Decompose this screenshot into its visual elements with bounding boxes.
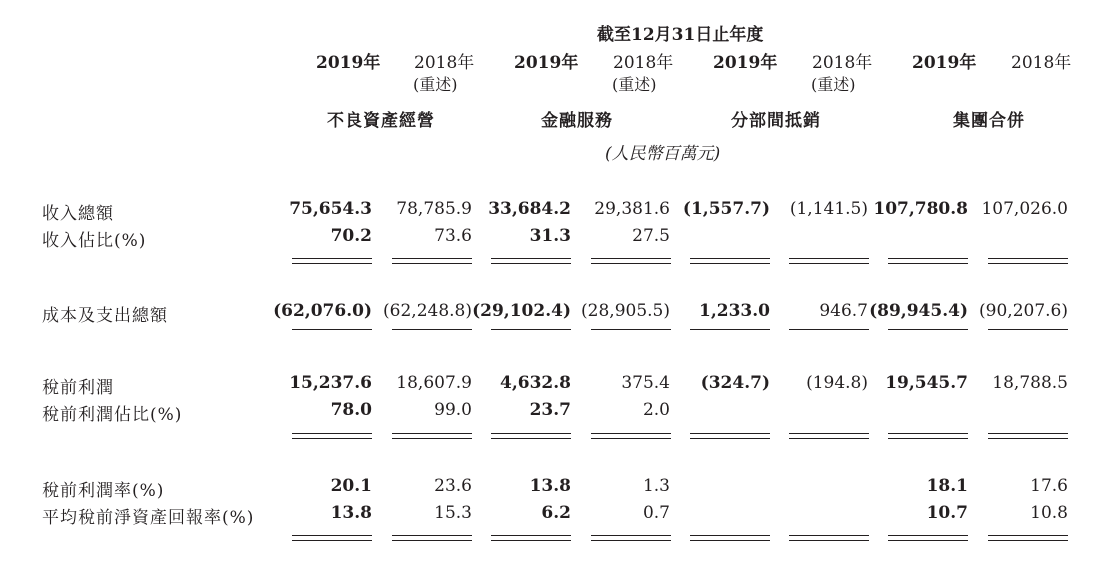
table-cell: 375.4 [621, 373, 670, 393]
table-cell: 99.0 [434, 400, 472, 420]
col-header-year: 2019年 [514, 53, 579, 73]
table-cell: 70.2 [330, 226, 372, 246]
rule-line [690, 540, 770, 541]
table-cell: (89,945.4) [869, 301, 968, 321]
col-header-year: 2019年 [912, 53, 977, 73]
rule-line [591, 540, 671, 541]
table-cell: 78,785.9 [396, 199, 472, 219]
col-header-year: 2018年 [613, 53, 674, 73]
rule-line [789, 263, 869, 264]
table-cell: (1,557.7) [682, 199, 770, 219]
table-cell: 33,684.2 [488, 199, 571, 219]
row-label: 稅前利潤率(%) [42, 481, 165, 501]
rule-line [591, 438, 671, 439]
rule-line [888, 329, 968, 330]
rule-line [789, 433, 869, 434]
rule-line [491, 263, 571, 264]
rule-line [392, 535, 472, 536]
rule-line [591, 258, 671, 259]
rule-line [690, 263, 770, 264]
rule-line [988, 258, 1068, 259]
table-cell: (28,905.5) [581, 301, 670, 321]
rule-line [789, 540, 869, 541]
rule-line [491, 433, 571, 434]
rule-line [292, 258, 372, 259]
table-cell: 27.5 [632, 226, 670, 246]
table-cell: 1,233.0 [699, 301, 770, 321]
rule-line [392, 433, 472, 434]
table-cell: 107,026.0 [981, 199, 1068, 219]
rule-line [789, 535, 869, 536]
table-cell: 15,237.6 [289, 373, 372, 393]
rule-line [690, 438, 770, 439]
segment-title: 分部間抵銷 [731, 111, 821, 131]
table-cell: 18.1 [926, 476, 968, 496]
rule-line [690, 535, 770, 536]
table-cell: 946.7 [819, 301, 868, 321]
col-header-year: 2018年 [1011, 53, 1072, 73]
rule-line [690, 433, 770, 434]
rule-line [491, 329, 571, 330]
rule-line [591, 329, 671, 330]
col-header-year: 2018年 [414, 53, 475, 73]
segment-title: 不良資產經營 [327, 111, 435, 131]
rule-line [292, 329, 372, 330]
rule-line [292, 438, 372, 439]
rule-line [888, 540, 968, 541]
col-header-note: (重述) [811, 75, 856, 94]
table-cell: 10.7 [926, 503, 968, 523]
table-cell: 18,607.9 [396, 373, 472, 393]
rule-line [988, 540, 1068, 541]
table-cell: (62,248.8) [383, 301, 472, 321]
segment-title: 集團合併 [953, 111, 1025, 131]
col-header-year: 2018年 [812, 53, 873, 73]
unit-note: (人民幣百萬元) [605, 144, 721, 164]
rule-line [988, 263, 1068, 264]
table-cell: 10.8 [1030, 503, 1068, 523]
rule-line [591, 535, 671, 536]
table-cell: 18,788.5 [992, 373, 1068, 393]
rule-line [392, 263, 472, 264]
col-header-note: (重述) [612, 75, 657, 94]
table-cell: 6.2 [541, 503, 571, 523]
table-cell: 4,632.8 [500, 373, 571, 393]
table-cell: (194.8) [806, 373, 868, 393]
rule-line [491, 535, 571, 536]
rule-line [888, 535, 968, 536]
table-cell: 73.6 [434, 226, 472, 246]
table-cell: 78.0 [330, 400, 372, 420]
rule-line [988, 438, 1068, 439]
table-cell: 19,545.7 [885, 373, 968, 393]
rule-line [888, 433, 968, 434]
table-cell: 23.7 [529, 400, 571, 420]
table-cell: 20.1 [330, 476, 372, 496]
rule-line [888, 263, 968, 264]
table-cell: (324.7) [700, 373, 770, 393]
table-cell: (1,141.5) [789, 199, 868, 219]
row-label: 平均稅前淨資產回報率(%) [42, 508, 255, 528]
rule-line [988, 535, 1068, 536]
rule-line [392, 438, 472, 439]
rule-line [591, 433, 671, 434]
rule-line [690, 329, 770, 330]
row-label: 稅前利潤 [42, 378, 114, 398]
col-header-year: 2019年 [713, 53, 778, 73]
period-caption: 截至12月31日止年度 [597, 25, 764, 45]
table-cell: 29,381.6 [594, 199, 670, 219]
rule-line [690, 258, 770, 259]
row-label: 收入總額 [42, 204, 114, 224]
rule-line [789, 438, 869, 439]
table-cell: 15.3 [434, 503, 472, 523]
table-cell: 1.3 [642, 476, 670, 496]
rule-line [392, 540, 472, 541]
rule-line [789, 329, 869, 330]
table-cell: 13.8 [529, 476, 571, 496]
segment-title: 金融服務 [541, 111, 613, 131]
table-cell: (90,207.6) [979, 301, 1068, 321]
row-label: 稅前利潤佔比(%) [42, 405, 183, 425]
row-label: 成本及支出總額 [42, 306, 168, 326]
table-cell: (29,102.4) [472, 301, 571, 321]
col-header-note: (重述) [413, 75, 458, 94]
table-cell: 13.8 [330, 503, 372, 523]
rule-line [292, 433, 372, 434]
table-cell: 0.7 [642, 503, 670, 523]
rule-line [988, 329, 1068, 330]
rule-line [292, 540, 372, 541]
rule-line [392, 258, 472, 259]
rule-line [789, 258, 869, 259]
col-header-year: 2019年 [316, 53, 381, 73]
rule-line [491, 258, 571, 259]
table-cell: (62,076.0) [273, 301, 372, 321]
rule-line [591, 263, 671, 264]
rule-line [491, 438, 571, 439]
rule-line [888, 438, 968, 439]
rule-line [988, 433, 1068, 434]
row-label: 收入佔比(%) [42, 231, 147, 251]
table-cell: 75,654.3 [289, 199, 372, 219]
table-cell: 17.6 [1030, 476, 1068, 496]
rule-line [491, 540, 571, 541]
table-cell: 31.3 [529, 226, 571, 246]
rule-line [292, 535, 372, 536]
table-cell: 2.0 [642, 400, 670, 420]
rule-line [392, 329, 472, 330]
rule-line [888, 258, 968, 259]
rule-line [292, 263, 372, 264]
table-cell: 23.6 [434, 476, 472, 496]
table-cell: 107,780.8 [873, 199, 968, 219]
